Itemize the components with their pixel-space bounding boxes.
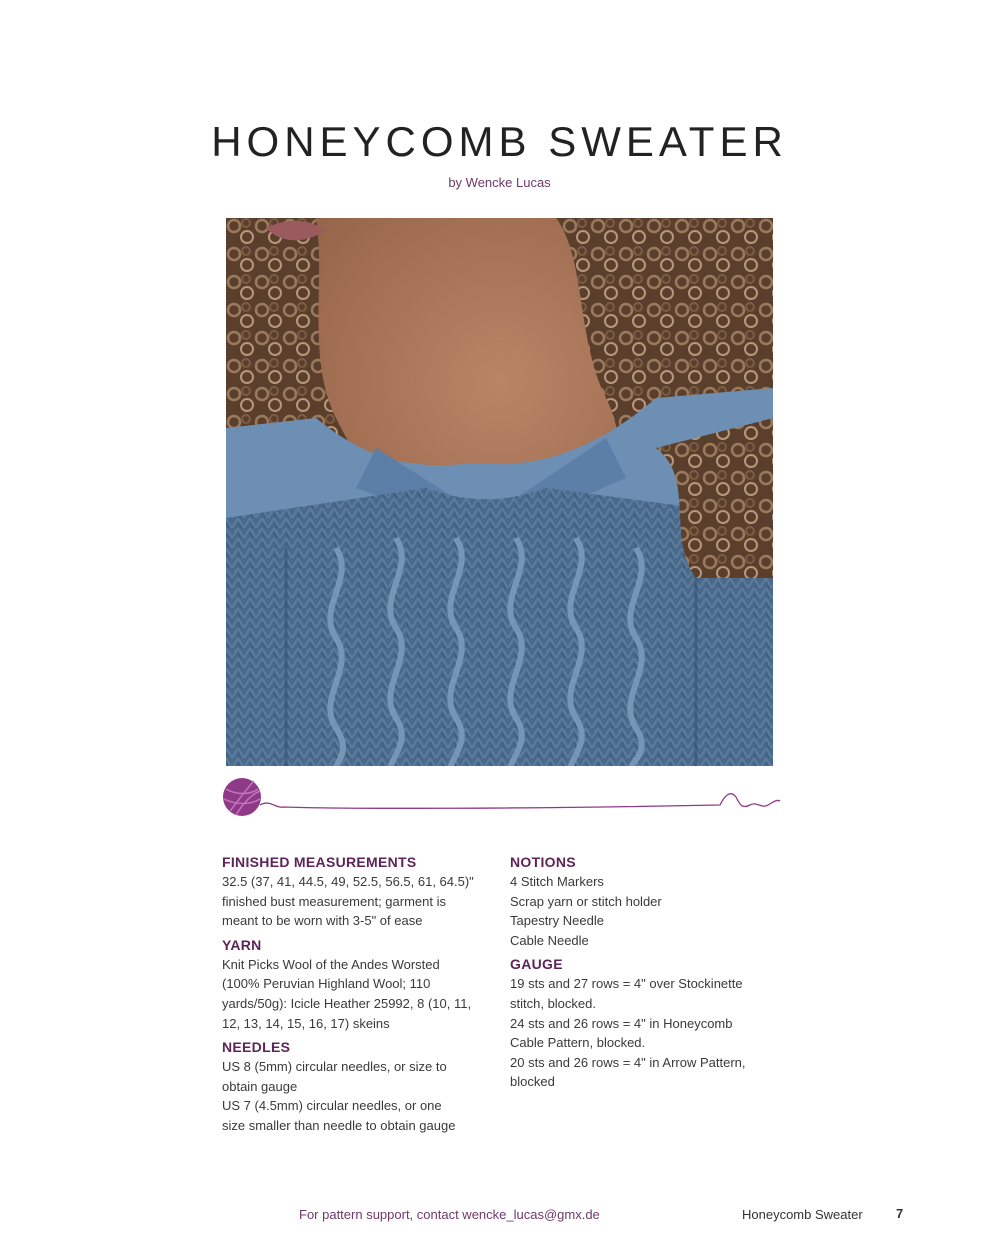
text-line: Knit Picks Wool of the Andes Worsted: [222, 956, 440, 972]
text-line: Cable Pattern, blocked.: [510, 1035, 646, 1051]
text-line: US 7 (4.5mm) circular needles, or one: [222, 1098, 442, 1114]
gauge-heading: GAUGE: [510, 956, 563, 973]
text-line: 32.5 (37, 41, 44.5, 49, 52.5, 56.5, 61, 64.5)": [222, 874, 474, 889]
text-line: 12, 13, 14, 15, 16, 17) skeins: [222, 1015, 390, 1031]
text-line: 4 Stitch Markers: [510, 874, 604, 889]
text-line: meant to be worn with 3-5" of ease: [222, 913, 423, 929]
page-title: HONEYCOMB SWEATER: [211, 118, 788, 165]
right-column: [510, 854, 785, 1098]
needles-heading: NEEDLES: [222, 1039, 291, 1056]
gauge-text: [510, 974, 785, 1092]
text-line: size smaller than needle to obtain gauge: [222, 1117, 456, 1133]
text-line: (100% Peruvian Highland Wool; 110: [222, 976, 431, 992]
notions-text: [510, 872, 785, 950]
pattern-support-contact: For pattern support, contact wencke_lucas@gmx.de: [299, 1207, 600, 1222]
yarn-heading: YARN: [222, 936, 262, 953]
text-line: Cable Needle: [510, 932, 589, 948]
text-line: US 8 (5mm) circular needles, or size to: [222, 1059, 447, 1075]
text-line: Tapestry Needle: [510, 913, 604, 929]
text-line: yards/50g): Icicle Heather 25992, 8 (10, 11,: [222, 995, 472, 1011]
finished-measurements-heading: FINISHED MEASUREMENTS: [222, 854, 417, 870]
text-line: blocked: [510, 1074, 555, 1090]
text-line: finished bust measurement; garment is: [222, 893, 446, 909]
page-number: 7: [896, 1206, 904, 1221]
text-line: 24 sts and 26 rows = 4" in Honeycomb: [510, 1015, 733, 1031]
text-line: stitch, blocked.: [510, 995, 596, 1011]
finished-measurements-text: [222, 872, 497, 931]
yarn-text: [222, 955, 497, 1033]
left-column: [222, 854, 497, 1142]
text-line: obtain gauge: [222, 1078, 298, 1094]
yarn-divider: [220, 775, 782, 821]
byline: by Wencke Lucas: [448, 175, 551, 190]
yarn-ball-icon: [223, 778, 261, 816]
text-line: 19 sts and 27 rows = 4" over Stockinette: [510, 976, 743, 992]
notions-heading: NOTIONS: [510, 854, 576, 870]
text-line: Scrap yarn or stitch holder: [510, 893, 662, 909]
text-line: 20 sts and 26 rows = 4" in Arrow Pattern,: [510, 1054, 746, 1070]
needles-text: [222, 1057, 497, 1135]
footer-title: Honeycomb Sweater: [742, 1207, 863, 1222]
sweater-photo: [226, 218, 773, 766]
